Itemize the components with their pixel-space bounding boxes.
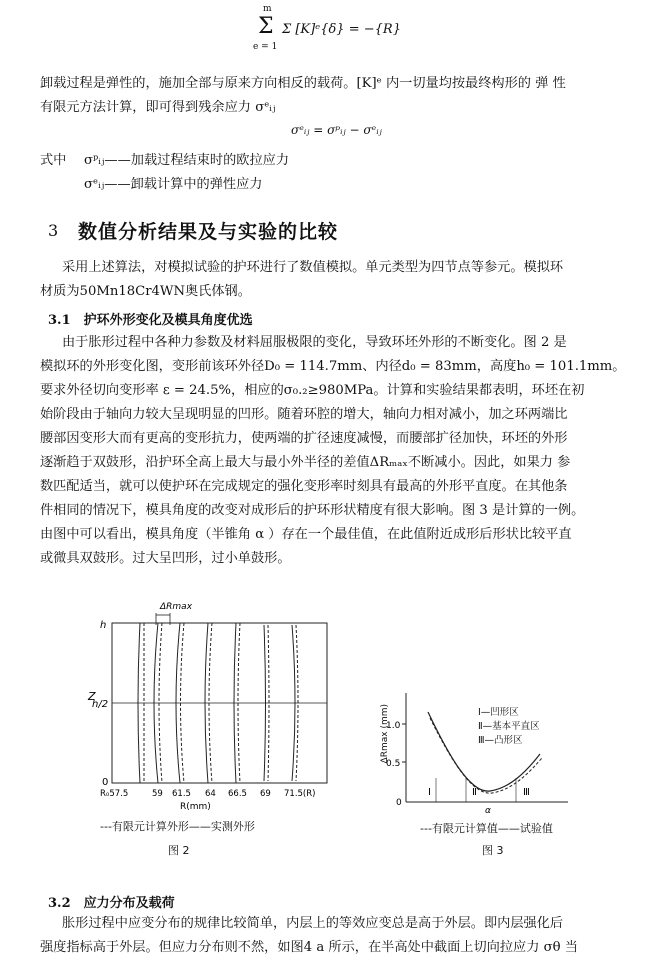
equation-residual: σᵉᵢⱼ = σᵖᵢⱼ − σᵉᵢⱼ xyxy=(291,123,382,137)
fig3-ytick: 0 xyxy=(396,798,402,808)
subsection-3-1: 3.1 护环外形变化及模具角度优选 xyxy=(48,313,253,328)
fig3-legend-item: Ⅱ—基本平直区 xyxy=(478,721,540,732)
fig3-region-label: Ⅱ xyxy=(472,787,477,798)
s3-line1: 采用上述算法，对模拟试验的护环进行了数值模拟。单元类型为四节点等参元。模拟环 xyxy=(62,260,564,275)
fig3-legend-box xyxy=(478,706,540,748)
fig2-xtick: 71.5(R) xyxy=(284,789,316,799)
sum-upper-limit: m xyxy=(263,4,272,14)
body-line: 由图中可以看出，模具角度（半锥角 α ）存在一个最佳值，在此值附近成形后形状比较平直 xyxy=(40,527,572,542)
fig2-xtick: 64 xyxy=(205,789,216,799)
fig2-ytick: h/2 xyxy=(92,699,109,710)
s32-line2: 强度指标高于外层。但应力分布则不然，如图4 a 所示，在半高处中截面上切向拉应力 σθ 当 xyxy=(40,940,578,955)
sum-symbol: Σ xyxy=(258,14,274,39)
fig3-y-label: ΔRmax (mm) xyxy=(380,704,390,764)
fig2-xtick: 59 xyxy=(152,789,163,799)
body-line: 由于胀形过程中各种力参数及材料屈服极限的变化，导致环坯外形的不断变化。图 2 是 xyxy=(62,335,567,350)
fig2-top-label: ΔRmax xyxy=(160,602,193,612)
fig3-legend-item: Ⅲ—凸形区 xyxy=(478,735,523,746)
fig3-caption: 图 3 xyxy=(482,844,504,857)
fig2-xtick: R₀57.5 xyxy=(100,789,129,799)
fig2-ytick: h xyxy=(100,620,107,631)
body-line: 要求外径切向变形率 ε = 24.5%，相应的σ₀.₂≥980MPa。计算和实验结果都表明，环坯在初 xyxy=(40,383,585,398)
def-label: 式中 xyxy=(40,153,67,168)
body-line: 逐渐趋于双鼓形，沿护环全高上最大与最小外半径的差值ΔRₘₐₓ不断减小。因此，如果力 参 xyxy=(40,455,571,470)
fig3-region-label: Ⅰ xyxy=(428,787,431,798)
fig2-caption: 图 2 xyxy=(168,844,190,857)
section-title: 数值分析结果及与实验的比较 xyxy=(78,221,339,243)
fig2-x-label: R(mm) xyxy=(180,802,211,812)
fig3-legend: ---有限元计算值——试验值 xyxy=(420,822,553,835)
body-line: 始阶段由于轴向力较大呈现明显的凹形。随着环腔的增大，轴向力相对减小，加之环两端比 xyxy=(40,407,568,422)
section-number: 3 xyxy=(48,221,59,240)
body-line: 腰部因变形大而有更高的变形抗力，使两端的扩径速度减慢，而腰部扩径加快，环坯的外形 xyxy=(40,431,568,446)
s32-line1: 胀形过程中应变分布的规律比较简单，内层上的等效应变总是高于外层。即内层强化后 xyxy=(62,916,564,931)
equation-top: Σ [K]ᵉ{δ} = −{R} xyxy=(282,22,401,37)
body-line: 数匹配适当，就可以使护环在完成规定的强化变形率时刻具有最高的外形平直度。在其他条 xyxy=(40,479,568,494)
body-line: 件相同的情况下，模具角度的改变对成形后的护环形状精度有很大影响。图 3 是计算的一例。 xyxy=(40,503,585,518)
figure-2 xyxy=(60,595,350,820)
subsection-3-2: 3.2 应力分布及载荷 xyxy=(48,896,175,911)
body-line: 模拟环的外形变化图，变形前该环外径D₀ = 114.7mm、内径d₀ = 83mm，高度h₀ = 101.1mm。 xyxy=(40,359,626,374)
definition-2: σᵉᵢⱼ——卸载计算中的弹性应力 xyxy=(84,177,263,192)
fig3-x-label: α xyxy=(485,806,491,816)
sum-lower-limit: e = 1 xyxy=(253,42,278,52)
fig3-legend-item: Ⅰ—凹形区 xyxy=(478,707,519,718)
fig3-ytick: 0.5 xyxy=(386,759,401,769)
fig2-xtick: 69 xyxy=(260,789,271,799)
fig3-ytick: 1.0 xyxy=(386,721,401,731)
body-line: 或微具双鼓形。过大呈凹形，过小单鼓形。 xyxy=(40,551,291,566)
fig3-region-label: Ⅲ xyxy=(523,787,530,798)
para1-line1: 卸载过程是弹性的，施加全部与原来方向相反的载荷。[K]ᵉ 内一切量均按最终构形的 弹 性 xyxy=(40,76,566,91)
fig2-y-label: Z xyxy=(88,690,96,703)
fig2-xtick: 66.5 xyxy=(228,789,247,799)
fig2-ytick: 0 xyxy=(102,777,109,788)
fig2-legend: ---有限元计算外形——实测外形 xyxy=(100,820,255,833)
para1-line2: 有限元方法计算，即可得到残余应力 σᵉᵢⱼ xyxy=(40,100,276,115)
fig2-xtick: 61.5 xyxy=(172,789,191,799)
definition-1: σᵖᵢⱼ——加载过程结束时的欧拉应力 xyxy=(84,153,290,168)
s3-line2: 材质为50Mn18Cr4WN奥氏体钢。 xyxy=(40,284,251,299)
